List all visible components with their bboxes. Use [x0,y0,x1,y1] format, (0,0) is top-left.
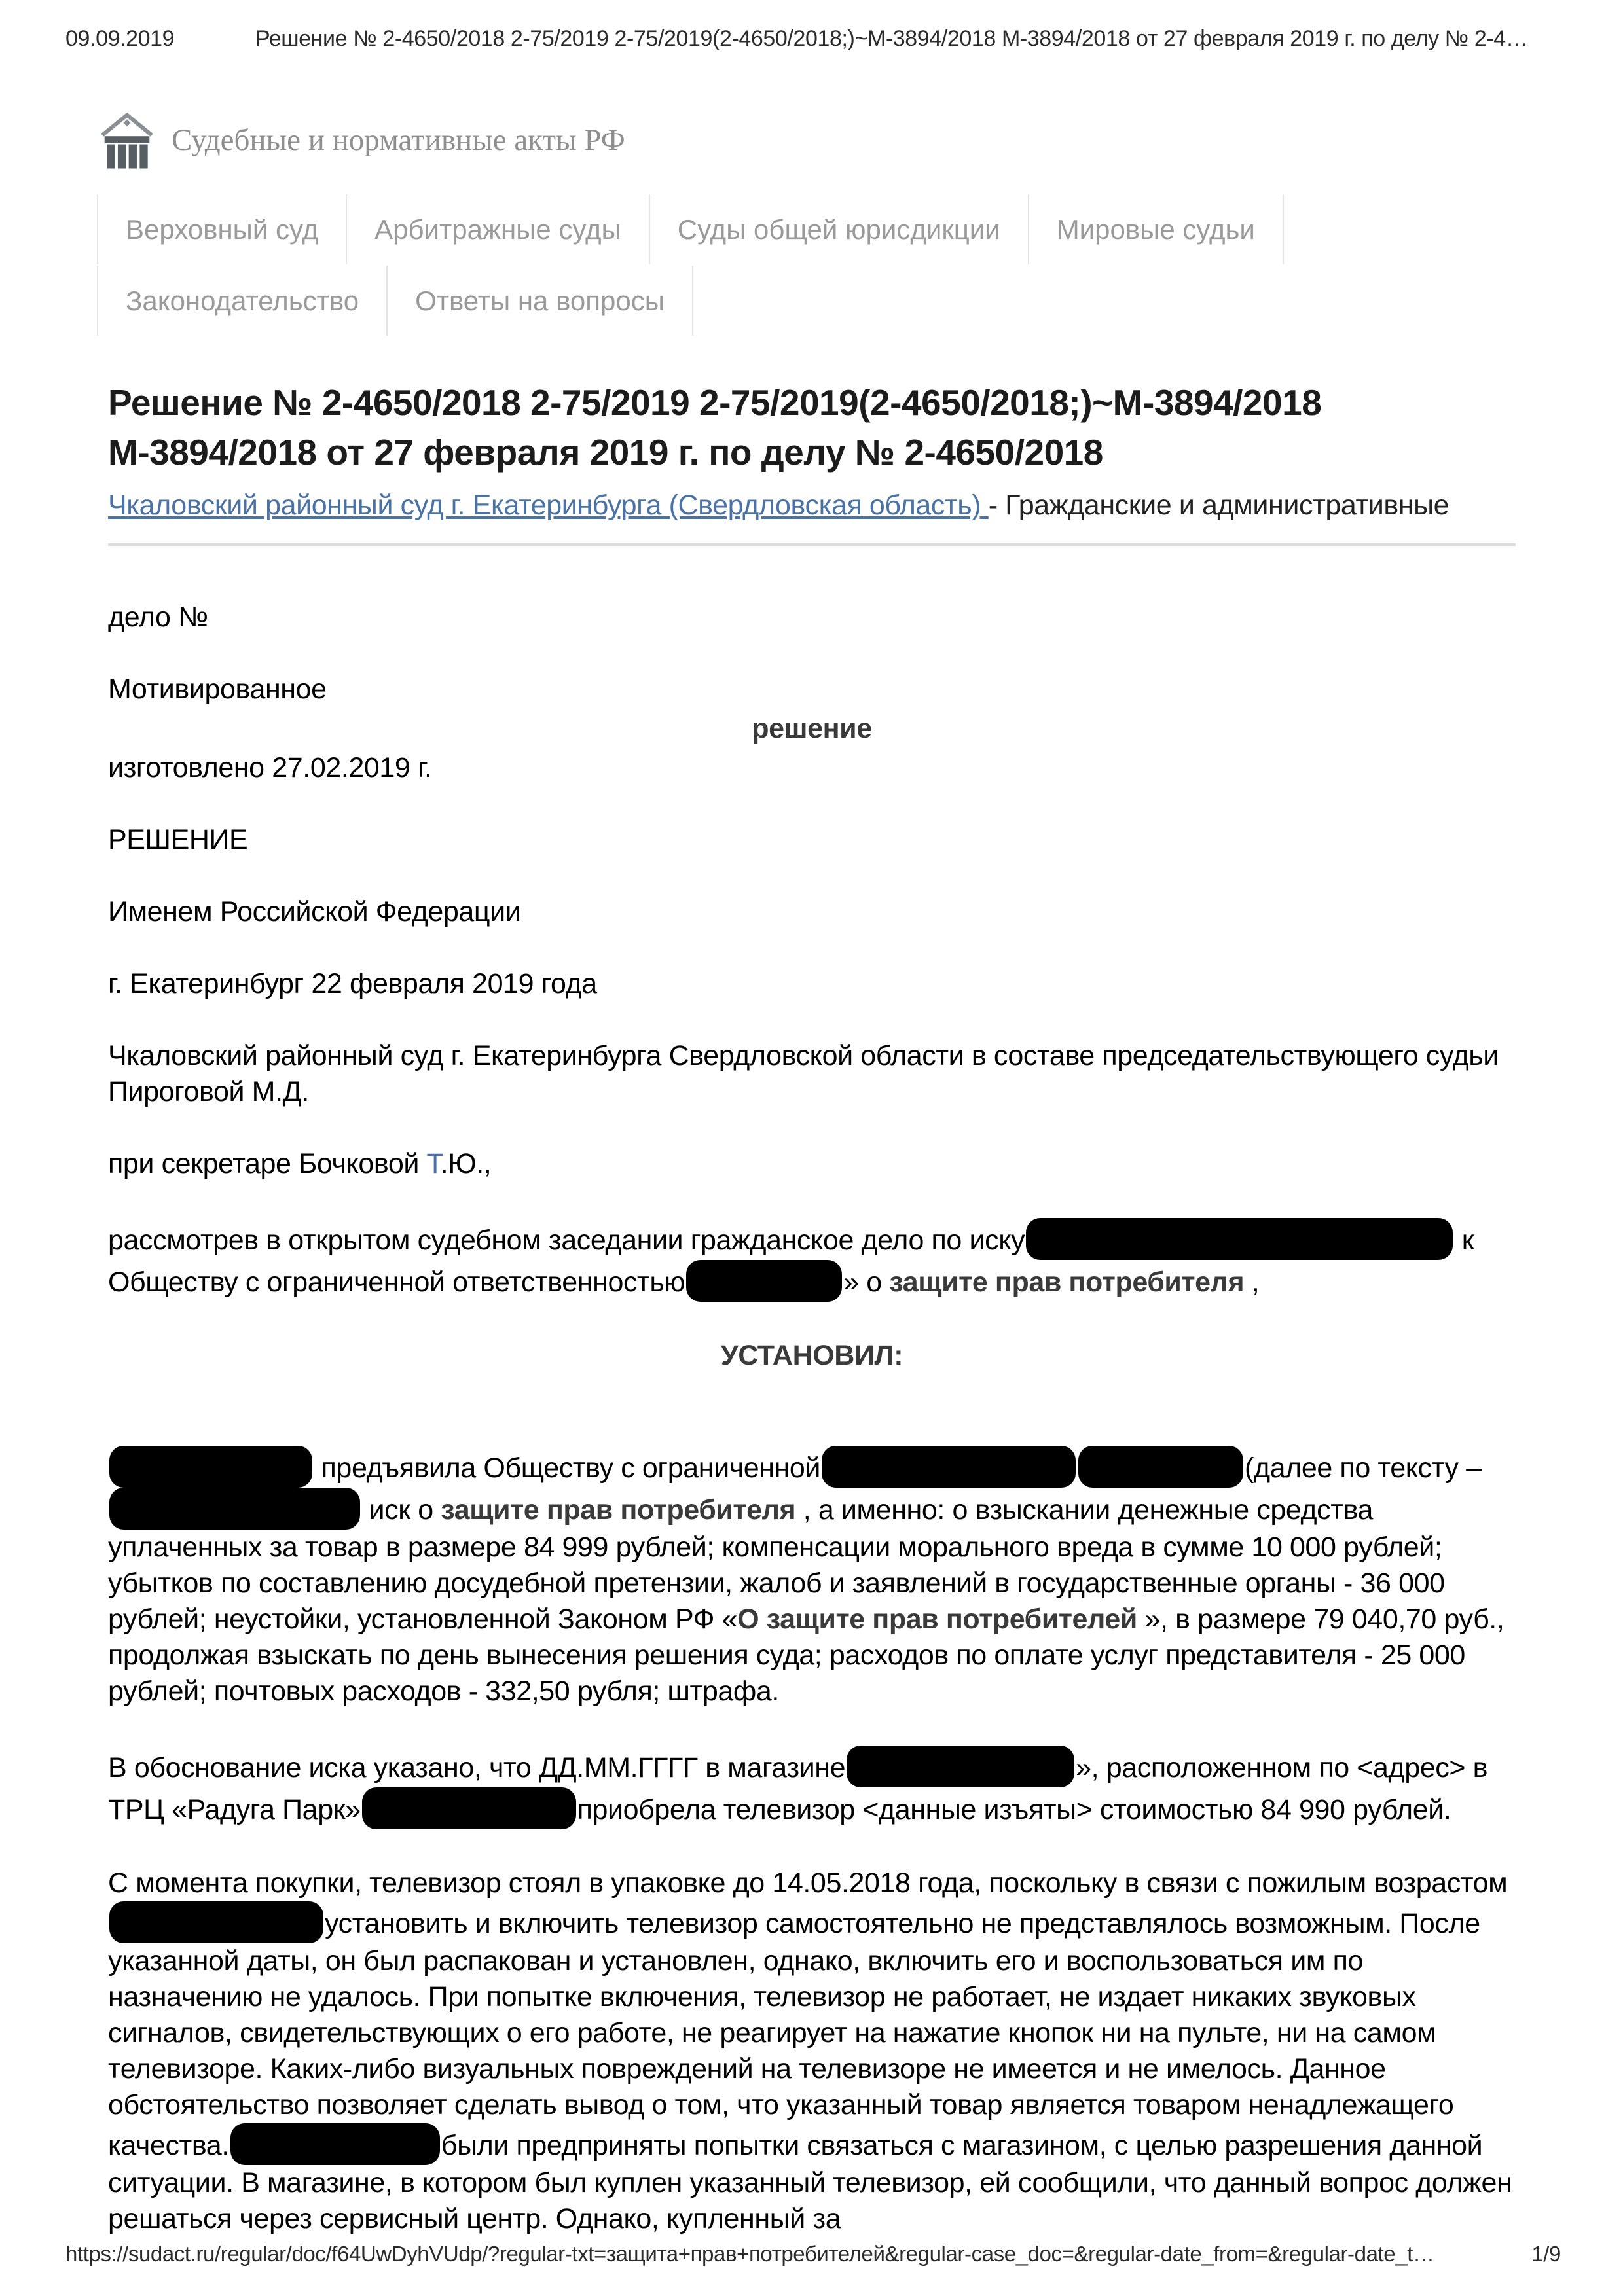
nav-item-2-0[interactable]: Законодательство [97,266,386,336]
paragraph: изготовлено 27.02.2019 г. [108,752,432,783]
highlighted-search-term: решение [752,713,872,744]
redaction-box [847,1746,1074,1787]
site-nav [97,194,1623,336]
nav-row-2 [97,266,1623,336]
redaction-box [686,1260,842,1302]
site-name: Судебные и нормативные акты РФ [172,122,625,157]
court-link[interactable]: Чкаловский районный суд г. Екатеринбурга (Свердловская область) [108,490,989,521]
paragraph: Именем Российской Федерации [108,896,521,927]
redaction-box [109,1488,360,1530]
case-title: Решение № 2-4650/2018 2-75/2019 2-75/2019(2-4650/2018;)~М-3894/2018 М-3894/2018 от 27 февраля 2019 г. по делу № 2-4650/2018 [108,382,1322,473]
paragraph: г. Екатеринбург 22 февраля 2019 года [108,968,597,999]
nav-item-1-1[interactable]: Арбитражные суды [346,194,649,264]
paragraph: РЕШЕНИЕ [108,824,248,855]
print-page-number: 1/9 [1531,2242,1561,2266]
print-doc-title: Решение № 2-4650/2018 2-75/2019 2-75/2019(2-4650/2018;)~М-3894/2018 М-3894/2018 от 27 февраля 2019 г. по делу № 2-4… [255,26,1528,51]
courthouse-columns-icon [98,109,156,171]
paragraph: предъявила Обществу с ограниченной (далее по тексту – иск о защите прав потребителя , а именно: о взыскании денежные средства уплаченных за товар в размере 84 999 рублей; компенсации морального вреда в сумме 10 000 рублей; убытков по составлению досудебной претензии, жалоб и заявлений в государственные органы - 36 000 рублей; неустойки, установленной Законом РФ «О защите прав потребителей », в размере 79 040,70 руб., продолжая взыскать по день вынесения решения суда; расходов по оплате услуг представителя - 25 000 рублей; почтовых расходов - 332,50 рубля; штрафа. [108,1446,1516,1710]
paragraph: дело № [108,601,208,633]
case-category: - Гражданские и административные [988,490,1450,521]
nav-item-1-0[interactable]: Верховный суд [97,194,346,264]
paragraph: С момента покупки, телевизор стоял в упаковке до 14.05.2018 года, поскольку в связи с пожилым возрастомустановить и включить телевизор самостоятельно не представлялось возможным. После указанной даты, он был распакован и установлен, однако, включить его и воспользоваться им по назначению не удалось. При попытке включения, телевизор не работает, не издает никаких звуковых сигналов, свидетельствующих о его работе, не реагирует на нажатие кнопок ни на пульте, ни на самом телевизоре. Каких-либо визуальных повреждений на телевизоре не имеется и не имелось. Данное обстоятельство позволяет сделать вывод о том, что указанный товар является товаром ненадлежащего качества. были предприняты попытки связаться с магазином, с целью разрешения данной ситуации. В магазине, в котором был куплен указанный телевизор, ей сообщили, что данный вопрос должен решаться через сервисный центр. Однако, купленный за [108,1867,1512,2234]
site-header [98,109,1623,171]
highlighted-search-term: О защите прав потребителей [737,1604,1137,1635]
print-url: https://sudact.ru/regular/doc/f64UwDyhVUdp/?regular-txt=защита+прав+потребителей&regular-case_doc=&regular-date_from=&regular-date_t… [65,2242,1434,2266]
highlighted-search-term: УСТАНОВИЛ: [720,1340,903,1371]
redaction-box [362,1787,576,1829]
paragraph: при секретаре Бочковой Т.Ю., [108,1148,492,1179]
court-line [108,488,1518,524]
redaction-box [822,1446,1076,1488]
print-date: 09.09.2019 [65,26,175,51]
redaction-box [109,1901,323,1943]
print-footer [65,2242,1561,2267]
nav-item-1-2[interactable]: Суды общей юрисдикции [649,194,1028,264]
paragraph: В обоснование иска указано, что ДД.ММ.ГГГГ в магазине », расположенном по <адрес> в ТРЦ «Радуга Парк» приобрела телевизор <данные изъяты> стоимостью 84 990 рублей. [108,1746,1516,1829]
nav-item-2-1[interactable]: Ответы на вопросы [386,266,693,336]
highlighted-search-term: защите прав потребителя [889,1266,1245,1298]
print-header [0,26,1623,59]
decision-text [0,546,1623,2237]
redaction-box [1078,1446,1243,1488]
nav-row-1 [97,194,1623,264]
paragraph [108,1338,1516,1374]
redaction-box [1026,1218,1453,1260]
paragraph: Чкаловский районный суд г. Екатеринбурга Свердловской области в составе председательствующего судьи Пироговой М.Д. [108,1040,1499,1107]
redaction-box [230,2123,440,2165]
nav-item-1-3[interactable]: Мировые судьи [1028,194,1284,264]
paragraph: Мотивированное [108,673,327,705]
paragraph [108,711,1516,747]
highlighted-search-term: защите прав потребителя [441,1494,796,1526]
paragraph: рассмотрев в открытом судебном заседании гражданское дело по иску к Обществу с ограниченной ответственностью » о защите прав потребителя , [108,1218,1516,1302]
inline-participant-link[interactable]: Т [426,1148,441,1179]
redaction-box [109,1446,312,1488]
